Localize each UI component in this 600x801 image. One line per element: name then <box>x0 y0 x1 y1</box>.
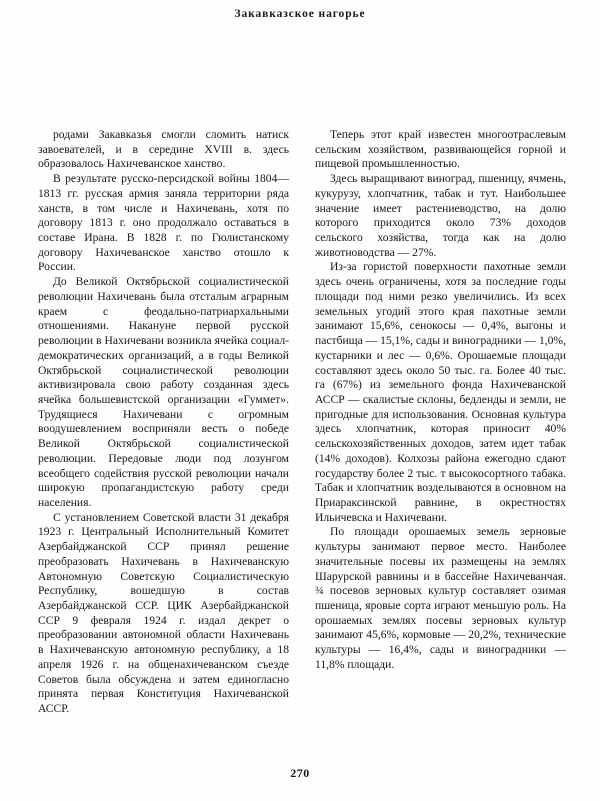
paragraph: Теперь этот край известен многоотраслевым сельским хозяйством, развивающейся горной и пищевой промышленностью. <box>315 128 566 171</box>
paragraph: По площади орошаемых земель зерновые культуры занимают первое место. Наиболее значительные посевы их размещены на землях Шарурской равнины и в бассейне Нахичеванчая. ¾ посевов зерновых культур составляет озимая пшеница, яровые сорта играют меньшую роль. На орошаемых землях посевы зерновых культур занимают 45,6%, кормовые — 20,2%, технические культуры — 16,4%, сады и виноградники — 11,8% площади. <box>315 525 566 671</box>
paragraph: родами Закавказья смогли сломить натиск завоевателей, и в середине XVIII в. здесь образовалось Нахичеванское ханство. <box>38 128 289 171</box>
two-column-body <box>38 128 566 717</box>
left-column <box>38 128 289 717</box>
paragraph: В результате русско-персидской войны 1804—1813 гг. русская армия заняла территории ряда ханств, в том числе и Нахичевань, хотя по договору 1813 г. оно продолжало оставаться в составе Ирана. В 1828 г. по Гюлистанскому договору Нахичеванское ханство отошло к России. <box>38 172 289 274</box>
paragraph: Из-за гористой поверхности пахотные земли здесь очень ограничены, хотя за последние годы площади под ними резко увеличились. Из всех земельных угодий этого края пахотные земли занимают 15,6%, сенокосы — 0,4%, выгоны и пастбища — 15,1%, сады и виноградники — 1,0%, кустарники и лес — 0,6%. Орошаемые площади составляют здесь около 50 тыс. га. Более 40 тыс. га (67%) из земельного фонда Нахичеванской АССР — скалистые склоны, бедленды и земли, не пригодные для использования. Основная культура здесь хлопчатник, которая приносит 40% сельскохозяйственных доходов, затем идет табак (14% доходов). Колхозы района ежегодно сдают государству более 2 тыс. т высокосортного табака. Табак и хлопчатник возделываются в основном на Приараксинской равнине, в окрестностях Ильичевска и Нахичевани. <box>315 260 566 524</box>
page-number: 270 <box>290 766 310 780</box>
paragraph: До Великой Октябрьской социалистической революции Нахичевань была отсталым аграрным краем с феодально-патриархальными отношениями. Накануне первой русской революции в Нахичевани возникла ячейка социал-демократических организаций, а в годы Великой Октябрьской социалистической революции активизировала свою работу созданная здесь ячейка большевистской организации «Гуммет». Трудящиеся Нахичевани с огромным воодушевлением восприняли весть о победе Великой Октябрьской социалистической революции. Передовые люди под лозунгом всеобщего содействия русской революции начали широкую пропагандистскую работу среди населения. <box>38 275 289 509</box>
running-head: Закавказское нагорье <box>234 8 366 20</box>
paragraph: С установлением Советской власти 31 декабря 1923 г. Центральный Исполнительный Комитет Азербайджанской ССР принял решение преобразовать Нахичевань в Нахичеванскую Автономную Советскую Социалистическую Республику, вошедшую в состав Азербайджанской ССР. ЦИК Азербайджанской ССР 9 февраля 1924 г. издал декрет о преобразовании автономной области Нахичевань в Нахичеванскую автономную республику, а 18 апреля 1926 г. на общенахичеванском съезде Советов была обсуждена и затем единогласно принята первая Конституция Нахичеванской АССР. <box>38 510 289 716</box>
right-column <box>315 128 566 717</box>
paragraph: Здесь выращивают виноград, пшеницу, ячмень, кукурузу, хлопчатник, табак и тут. Наибольшее значение имеет растениеводство, на долю которого приходится около 73% доходов сельского хозяйства, тогда как на долю животноводства — 27%. <box>315 172 566 259</box>
